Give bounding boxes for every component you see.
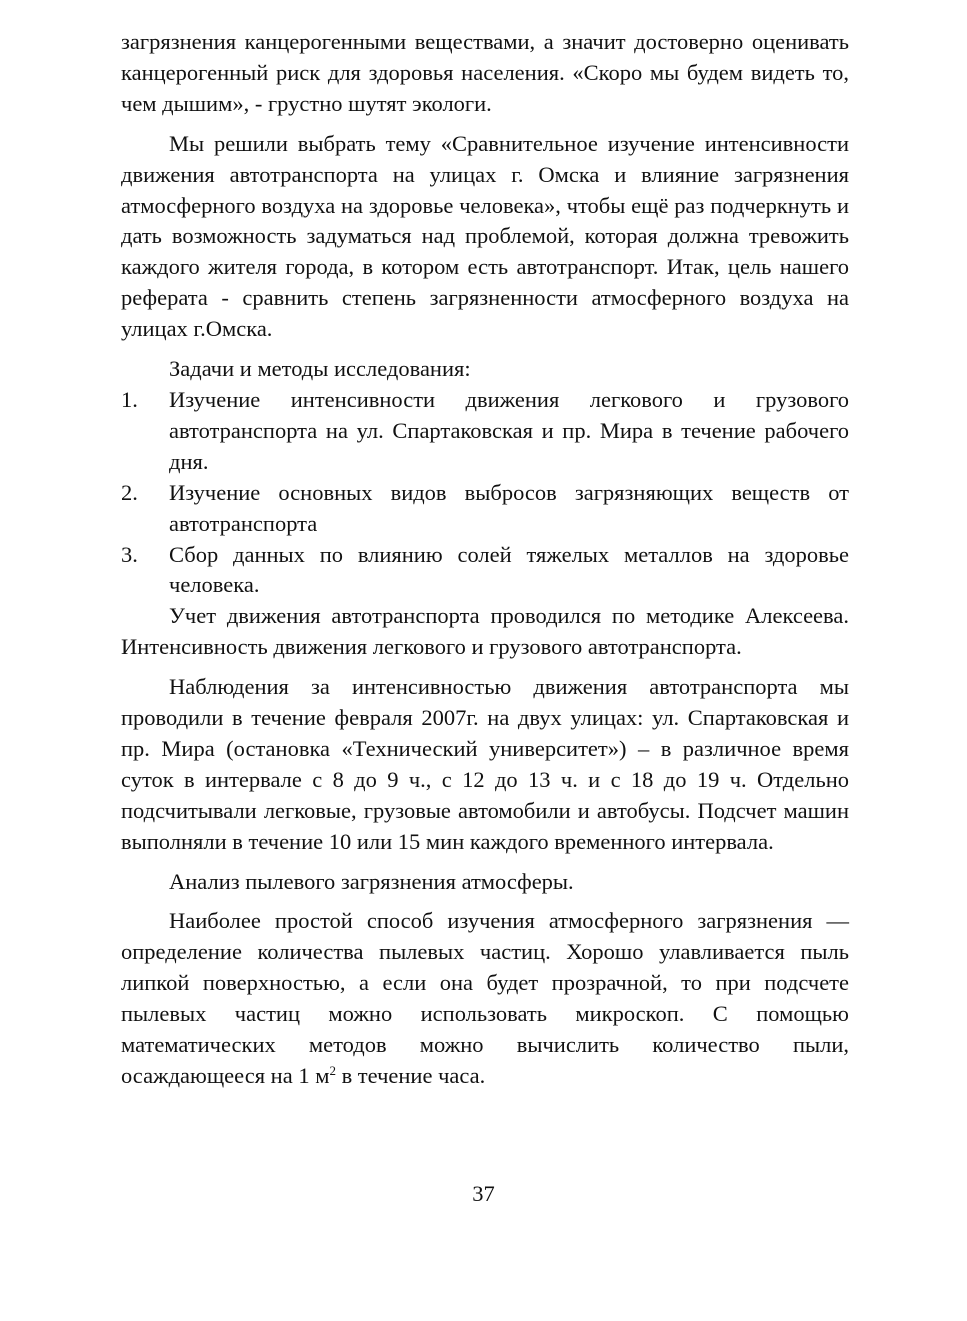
dust-method-text: Наиболее простой способ изучения атмосферного загрязнения — определение количества пылевых частиц. Хорошо улавливается пыль липкой поверхностью, а если она будет прозрачной, то при подсчете пылевых частиц можно использовать микроскоп. С помощью математических методов можно вычислить количество пыли, осаждающееся на 1 м xyxy=(121,908,849,1088)
superscript-two: 2 xyxy=(329,1063,336,1078)
paragraph-intro: загрязнения канцерогенными веществами, а значит достоверно оценивать канцерогенный риск для здоровья населения. «Скоро мы будем видеть то, чем дышим», - грустно шутят экологи. xyxy=(121,29,849,116)
list-number: 3. xyxy=(121,541,138,567)
list-item xyxy=(121,540,849,602)
dust-method-tail: в течение часа. xyxy=(335,1063,486,1088)
paragraph-topic: Мы решили выбрать тему «Сравнительное изучение интенсивности движения автотранспорта на улицах г. Омска и влияние загрязнения атмосферного воздуха на здоровье человека», чтобы ещё раз подчеркнуть и дать возможность задуматься над проблемой, которая должна тревожить каждого жителя города, в котором есть автотранспорт. Итак, цель нашего реферата - сравнить степень загрязненности атмосферного воздуха на улицах г.Омска. xyxy=(121,130,849,342)
tasks-list xyxy=(121,385,849,601)
list-number: 1. xyxy=(121,386,138,412)
page-number: 37 xyxy=(472,1181,495,1206)
list-item xyxy=(121,385,849,478)
list-item-text: Сбор данных по влиянию солей тяжелых металлов на здоровье человека. xyxy=(169,541,849,598)
paragraph-dust-method xyxy=(121,906,849,1091)
list-number: 2. xyxy=(121,479,138,505)
list-item-text: Изучение основных видов выбросов загрязняющих веществ от автотранспорта xyxy=(169,479,849,536)
body-text xyxy=(121,27,849,1092)
list-item xyxy=(121,478,849,540)
paragraph-tasks-heading: Задачи и методы исследования: xyxy=(169,356,471,382)
paragraph-method: Учет движения автотранспорта проводился по методике Алексеева. Интенсивность движения легкового и грузового автотранспорта. xyxy=(121,603,849,660)
list-item-text: Изучение интенсивности движения легкового и грузового автотранспорта на ул. Спартаковская и пр. Мира в течение рабочего дня. xyxy=(169,386,849,474)
paragraph-dust-heading: Анализ пылевого загрязнения атмосферы. xyxy=(169,868,574,894)
paragraph-observations: Наблюдения за интенсивностью движения автотранспорта мы проводили в течение февраля 2007г. на двух улицах: ул. Спартаковская и пр. Мира (остановка «Технический университет») – в различное время суток в интервале с 8 до 9 ч., с 12 до 13 ч. и с 18 до 19 ч. Отдельно подсчитывали легковые, грузовые автомобили и автобусы. Подсчет машин выполняли в течение 10 или 15 мин каждого временного интервала. xyxy=(121,674,849,854)
